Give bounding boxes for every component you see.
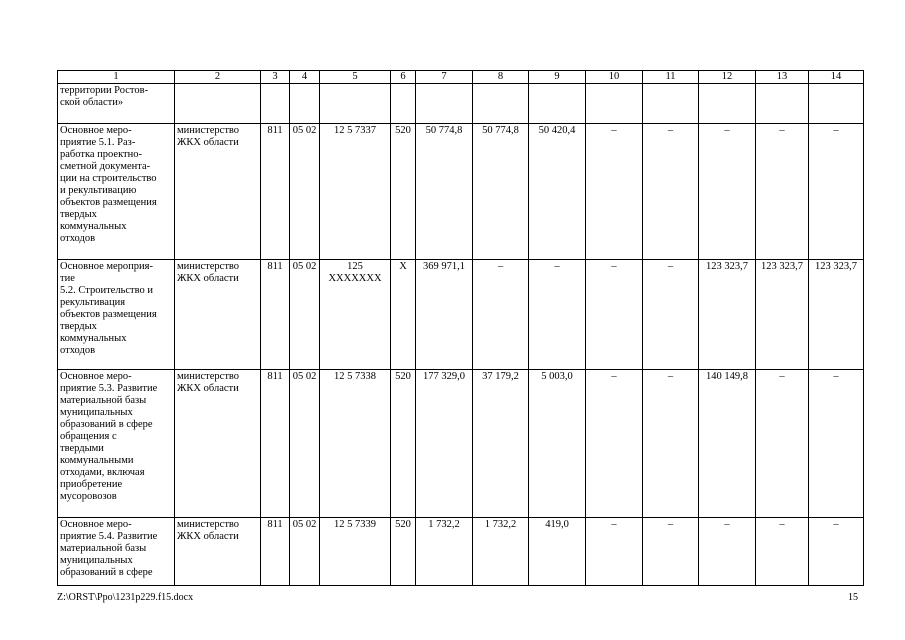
amount-col-10: –: [586, 518, 643, 586]
amount-col-13: –: [756, 370, 809, 518]
budget-table: [57, 70, 864, 586]
target-code: 125 ХХХХХХХ: [320, 260, 391, 370]
amount-col-11: –: [643, 124, 699, 260]
amount-col-8: 50 774,8: [473, 124, 529, 260]
expense-type: 520: [391, 124, 416, 260]
amount-col-12: –: [699, 124, 756, 260]
col-header-2: 2: [175, 71, 261, 84]
total-amount: [416, 84, 473, 124]
amount-col-14: 123 323,7: [809, 260, 864, 370]
amount-col-10: –: [586, 260, 643, 370]
amount-col-11: –: [643, 370, 699, 518]
target-code: 12 5 7337: [320, 124, 391, 260]
col-header-1: 1: [58, 71, 175, 84]
col-header-3: 3: [261, 71, 290, 84]
amount-col-9: –: [529, 260, 586, 370]
executor: министерство ЖКХ области: [175, 124, 261, 260]
col-header-7: 7: [416, 71, 473, 84]
amount-col-11: –: [643, 518, 699, 586]
amount-col-14: –: [809, 370, 864, 518]
expense-type: 520: [391, 518, 416, 586]
executor: [175, 84, 261, 124]
header-row: [58, 71, 864, 84]
measure-name: Основное меро- приятие 5.1. Раз- работка проектно- сметной документа- ции на строительство и рекультивацию объектов размещения твердых коммунальных отходов: [58, 124, 175, 260]
amount-col-12: 123 323,7: [699, 260, 756, 370]
measure-name: территории Ростов- ской области»: [58, 84, 175, 124]
amount-col-8: 1 732,2: [473, 518, 529, 586]
table-row: [58, 370, 864, 518]
amount-col-12: –: [699, 518, 756, 586]
target-code: 12 5 7339: [320, 518, 391, 586]
amount-col-12: [699, 84, 756, 124]
table-row: [58, 124, 864, 260]
amount-col-12: 140 149,8: [699, 370, 756, 518]
amount-col-14: [809, 84, 864, 124]
section-code: 05 02: [290, 370, 320, 518]
col-header-6: 6: [391, 71, 416, 84]
col-header-4: 4: [290, 71, 320, 84]
amount-col-13: [756, 84, 809, 124]
amount-col-10: –: [586, 370, 643, 518]
page-number: 15: [848, 592, 858, 603]
amount-col-8: 37 179,2: [473, 370, 529, 518]
amount-col-11: –: [643, 260, 699, 370]
target-code: [320, 84, 391, 124]
amount-col-8: –: [473, 260, 529, 370]
measure-name: Основное меро- приятие 5.3. Развитие материальной базы муниципальных образований в сфере обращения с твердыми коммунальными отходами, включая приобретение мусоровозов: [58, 370, 175, 518]
section-code: 05 02: [290, 260, 320, 370]
col-header-13: 13: [756, 71, 809, 84]
col-header-8: 8: [473, 71, 529, 84]
gr-code: 811: [261, 518, 290, 586]
amount-col-13: –: [756, 124, 809, 260]
expense-type: [391, 84, 416, 124]
amount-col-8: [473, 84, 529, 124]
amount-col-13: –: [756, 518, 809, 586]
gr-code: 811: [261, 370, 290, 518]
col-header-5: 5: [320, 71, 391, 84]
col-header-12: 12: [699, 71, 756, 84]
table-row: [58, 260, 864, 370]
table-row: [58, 84, 864, 124]
document-file-path: Z:\ORST\Ppo\1231p229.f15.docx: [57, 592, 194, 603]
total-amount: 177 329,0: [416, 370, 473, 518]
target-code: 12 5 7338: [320, 370, 391, 518]
executor: министерство ЖКХ области: [175, 370, 261, 518]
section-code: 05 02: [290, 124, 320, 260]
total-amount: 369 971,1: [416, 260, 473, 370]
col-header-11: 11: [643, 71, 699, 84]
gr-code: 811: [261, 260, 290, 370]
gr-code: [261, 84, 290, 124]
expense-type: 520: [391, 370, 416, 518]
col-header-14: 14: [809, 71, 864, 84]
section-code: 05 02: [290, 518, 320, 586]
amount-col-11: [643, 84, 699, 124]
amount-col-9: 5 003,0: [529, 370, 586, 518]
col-header-9: 9: [529, 71, 586, 84]
amount-col-14: –: [809, 518, 864, 586]
col-header-10: 10: [586, 71, 643, 84]
measure-name: Основное меро- приятие 5.4. Развитие материальной базы муниципальных образований в сфере: [58, 518, 175, 586]
amount-col-10: –: [586, 124, 643, 260]
amount-col-14: –: [809, 124, 864, 260]
amount-col-9: 419,0: [529, 518, 586, 586]
amount-col-10: [586, 84, 643, 124]
executor: министерство ЖКХ области: [175, 260, 261, 370]
table-row: [58, 518, 864, 586]
amount-col-9: [529, 84, 586, 124]
total-amount: 50 774,8: [416, 124, 473, 260]
executor: министерство ЖКХ области: [175, 518, 261, 586]
section-code: [290, 84, 320, 124]
gr-code: 811: [261, 124, 290, 260]
amount-col-13: 123 323,7: [756, 260, 809, 370]
expense-type: Х: [391, 260, 416, 370]
amount-col-9: 50 420,4: [529, 124, 586, 260]
total-amount: 1 732,2: [416, 518, 473, 586]
measure-name: Основное мероприя- тие 5.2. Строительство и рекультивация объектов размещения твердых коммунальных отходов: [58, 260, 175, 370]
